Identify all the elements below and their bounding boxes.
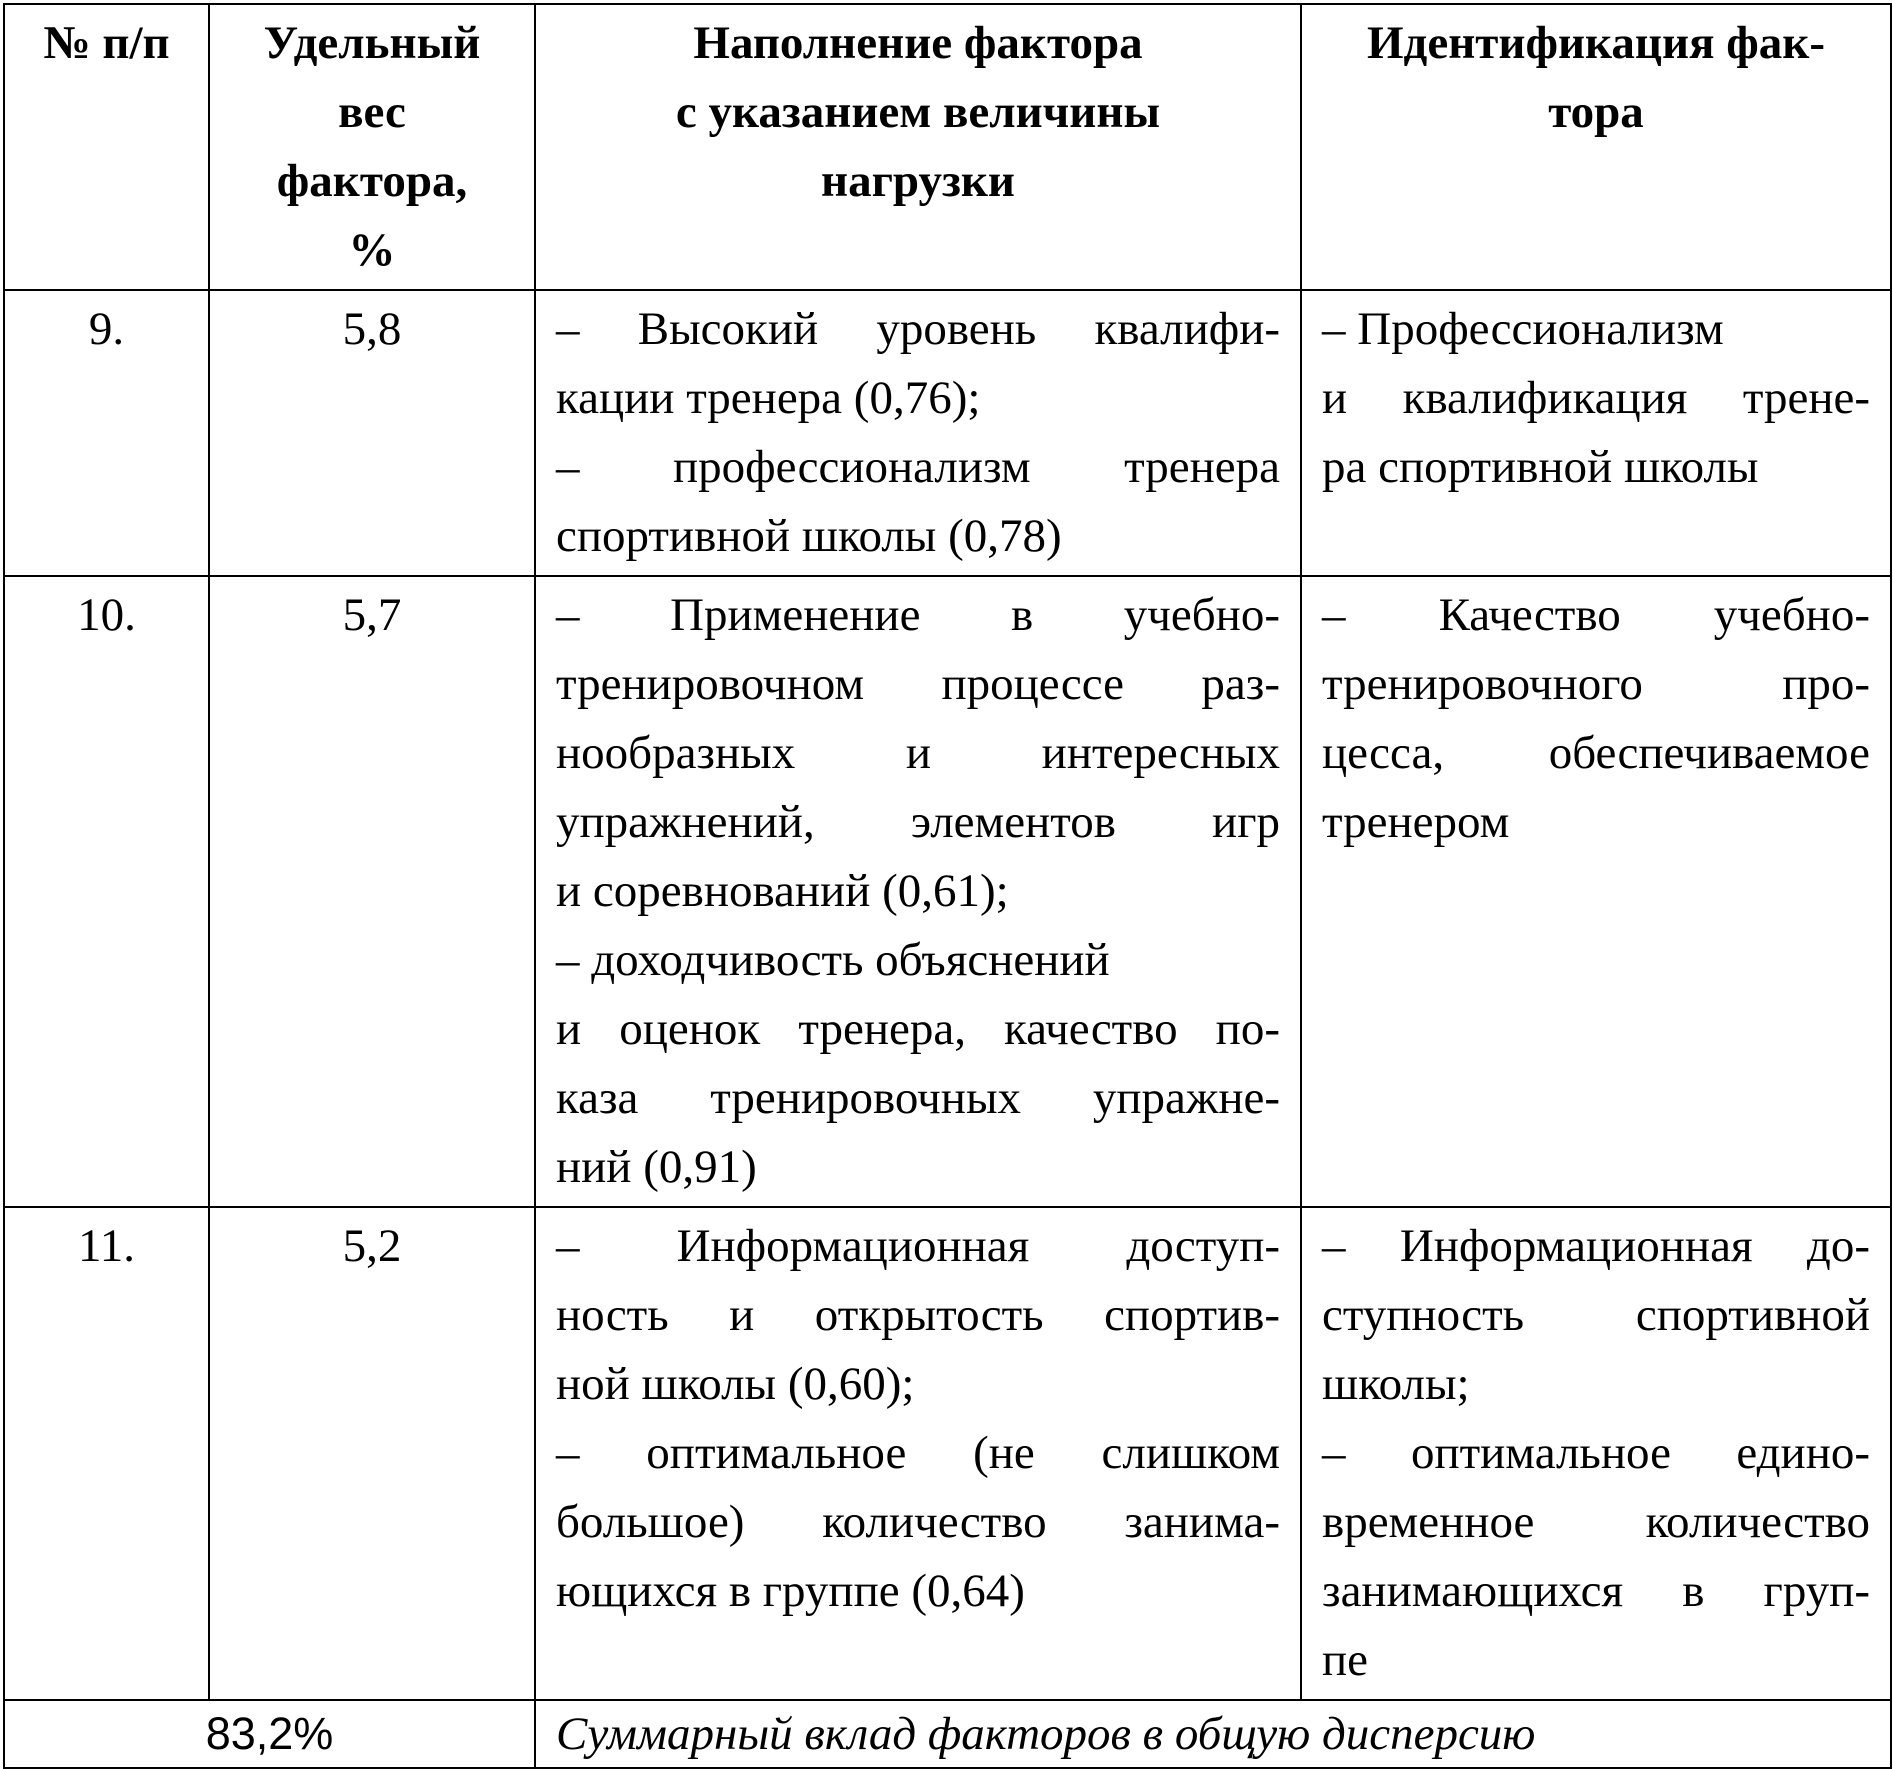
header-weight <box>209 4 535 290</box>
cell-text-line: – оптимальное (не слишком <box>556 1427 1280 1479</box>
cell-text-line: нообразных и интересных <box>556 727 1280 779</box>
row-identification <box>1301 290 1891 576</box>
header-ident-line: Идентификация фак- <box>1367 17 1825 69</box>
table-row <box>4 1207 1891 1700</box>
cell-text-line: – оптимальное едино- <box>1322 1427 1870 1479</box>
header-num <box>4 4 209 290</box>
cell-text-line: упражнений, элементов игр <box>556 796 1280 848</box>
header-ident <box>1301 4 1891 290</box>
cell-text-line: ной школы (0,60); <box>556 1358 915 1410</box>
cell-text-line: – Высокий уровень квалифи- <box>556 303 1280 355</box>
cell-text-line: – доходчивость объяснений <box>556 934 1110 986</box>
cell-text-line: ность и открытость спортив- <box>556 1289 1280 1341</box>
table-row <box>4 290 1891 576</box>
row-content <box>535 1207 1301 1700</box>
cell-text-line: – Информационная доступ- <box>556 1220 1280 1272</box>
table-row <box>4 576 1891 1207</box>
row-identification <box>1301 1207 1891 1700</box>
cell-text-line: занимающихся в груп- <box>1322 1565 1870 1617</box>
header-content-line: Наполнение фактора <box>693 17 1143 69</box>
header-content-line: с указанием величины <box>675 86 1161 138</box>
header-weight-line: % <box>348 224 396 276</box>
cell-text-line: – профессионализм тренера <box>556 441 1280 493</box>
cell-text-line: ний (0,91) <box>556 1141 757 1193</box>
cell-text-line: цесса, обеспечиваемое <box>1322 727 1870 779</box>
header-row <box>4 4 1891 290</box>
header-content-line: нагрузки <box>821 155 1015 207</box>
cell-text-line: – Информационная до- <box>1322 1220 1870 1272</box>
cell-text-line: ющихся в группе (0,64) <box>556 1565 1025 1617</box>
cell-text-line: тренером <box>1322 796 1510 848</box>
header-weight-line: фактора, <box>276 155 468 207</box>
cell-text-line: – Качество учебно- <box>1322 589 1870 641</box>
row-weight: 5,7 <box>209 576 535 1207</box>
cell-text-line: тренировочного про- <box>1322 658 1870 710</box>
factors-table <box>3 3 1892 1769</box>
cell-text-line: кации тренера (0,76); <box>556 372 981 424</box>
row-weight: 5,2 <box>209 1207 535 1700</box>
cell-text-line: каза тренировочных упражне- <box>556 1072 1280 1124</box>
cell-text-line: и соревнований (0,61); <box>556 865 1009 917</box>
row-content <box>535 290 1301 576</box>
header-content <box>535 4 1301 290</box>
row-weight: 5,8 <box>209 290 535 576</box>
total-value: 83,2% <box>4 1700 535 1768</box>
cell-text-line: и оценок тренера, качество по- <box>556 1003 1280 1055</box>
row-number: 11. <box>4 1207 209 1700</box>
cell-text-line: – Профессионализм <box>1322 303 1724 355</box>
cell-text-line: ра спортивной школы <box>1322 441 1759 493</box>
header-weight-line: Удельный <box>263 17 481 69</box>
row-number: 10. <box>4 576 209 1207</box>
cell-text-line: и квалификация трене- <box>1322 372 1870 424</box>
row-number: 9. <box>4 290 209 576</box>
total-label: Суммарный вклад факторов в общую дисперсию <box>535 1700 1891 1768</box>
header-num-label: № п/п <box>43 17 170 69</box>
row-content <box>535 576 1301 1207</box>
cell-text-line: временное количество <box>1322 1496 1870 1548</box>
cell-text-line: большое) количество занима- <box>556 1496 1280 1548</box>
cell-text-line: спортивной школы (0,78) <box>556 510 1062 562</box>
cell-text-line: школы; <box>1322 1358 1470 1410</box>
cell-text-line: ступность спортивной <box>1322 1289 1870 1341</box>
row-identification <box>1301 576 1891 1207</box>
total-row <box>4 1700 1891 1768</box>
header-weight-line: вес <box>338 86 406 138</box>
header-ident-line: тора <box>1548 86 1644 138</box>
cell-text-line: – Применение в учебно- <box>556 589 1280 641</box>
cell-text-line: тренировочном процессе раз- <box>556 658 1280 710</box>
cell-text-line: пе <box>1322 1634 1369 1686</box>
